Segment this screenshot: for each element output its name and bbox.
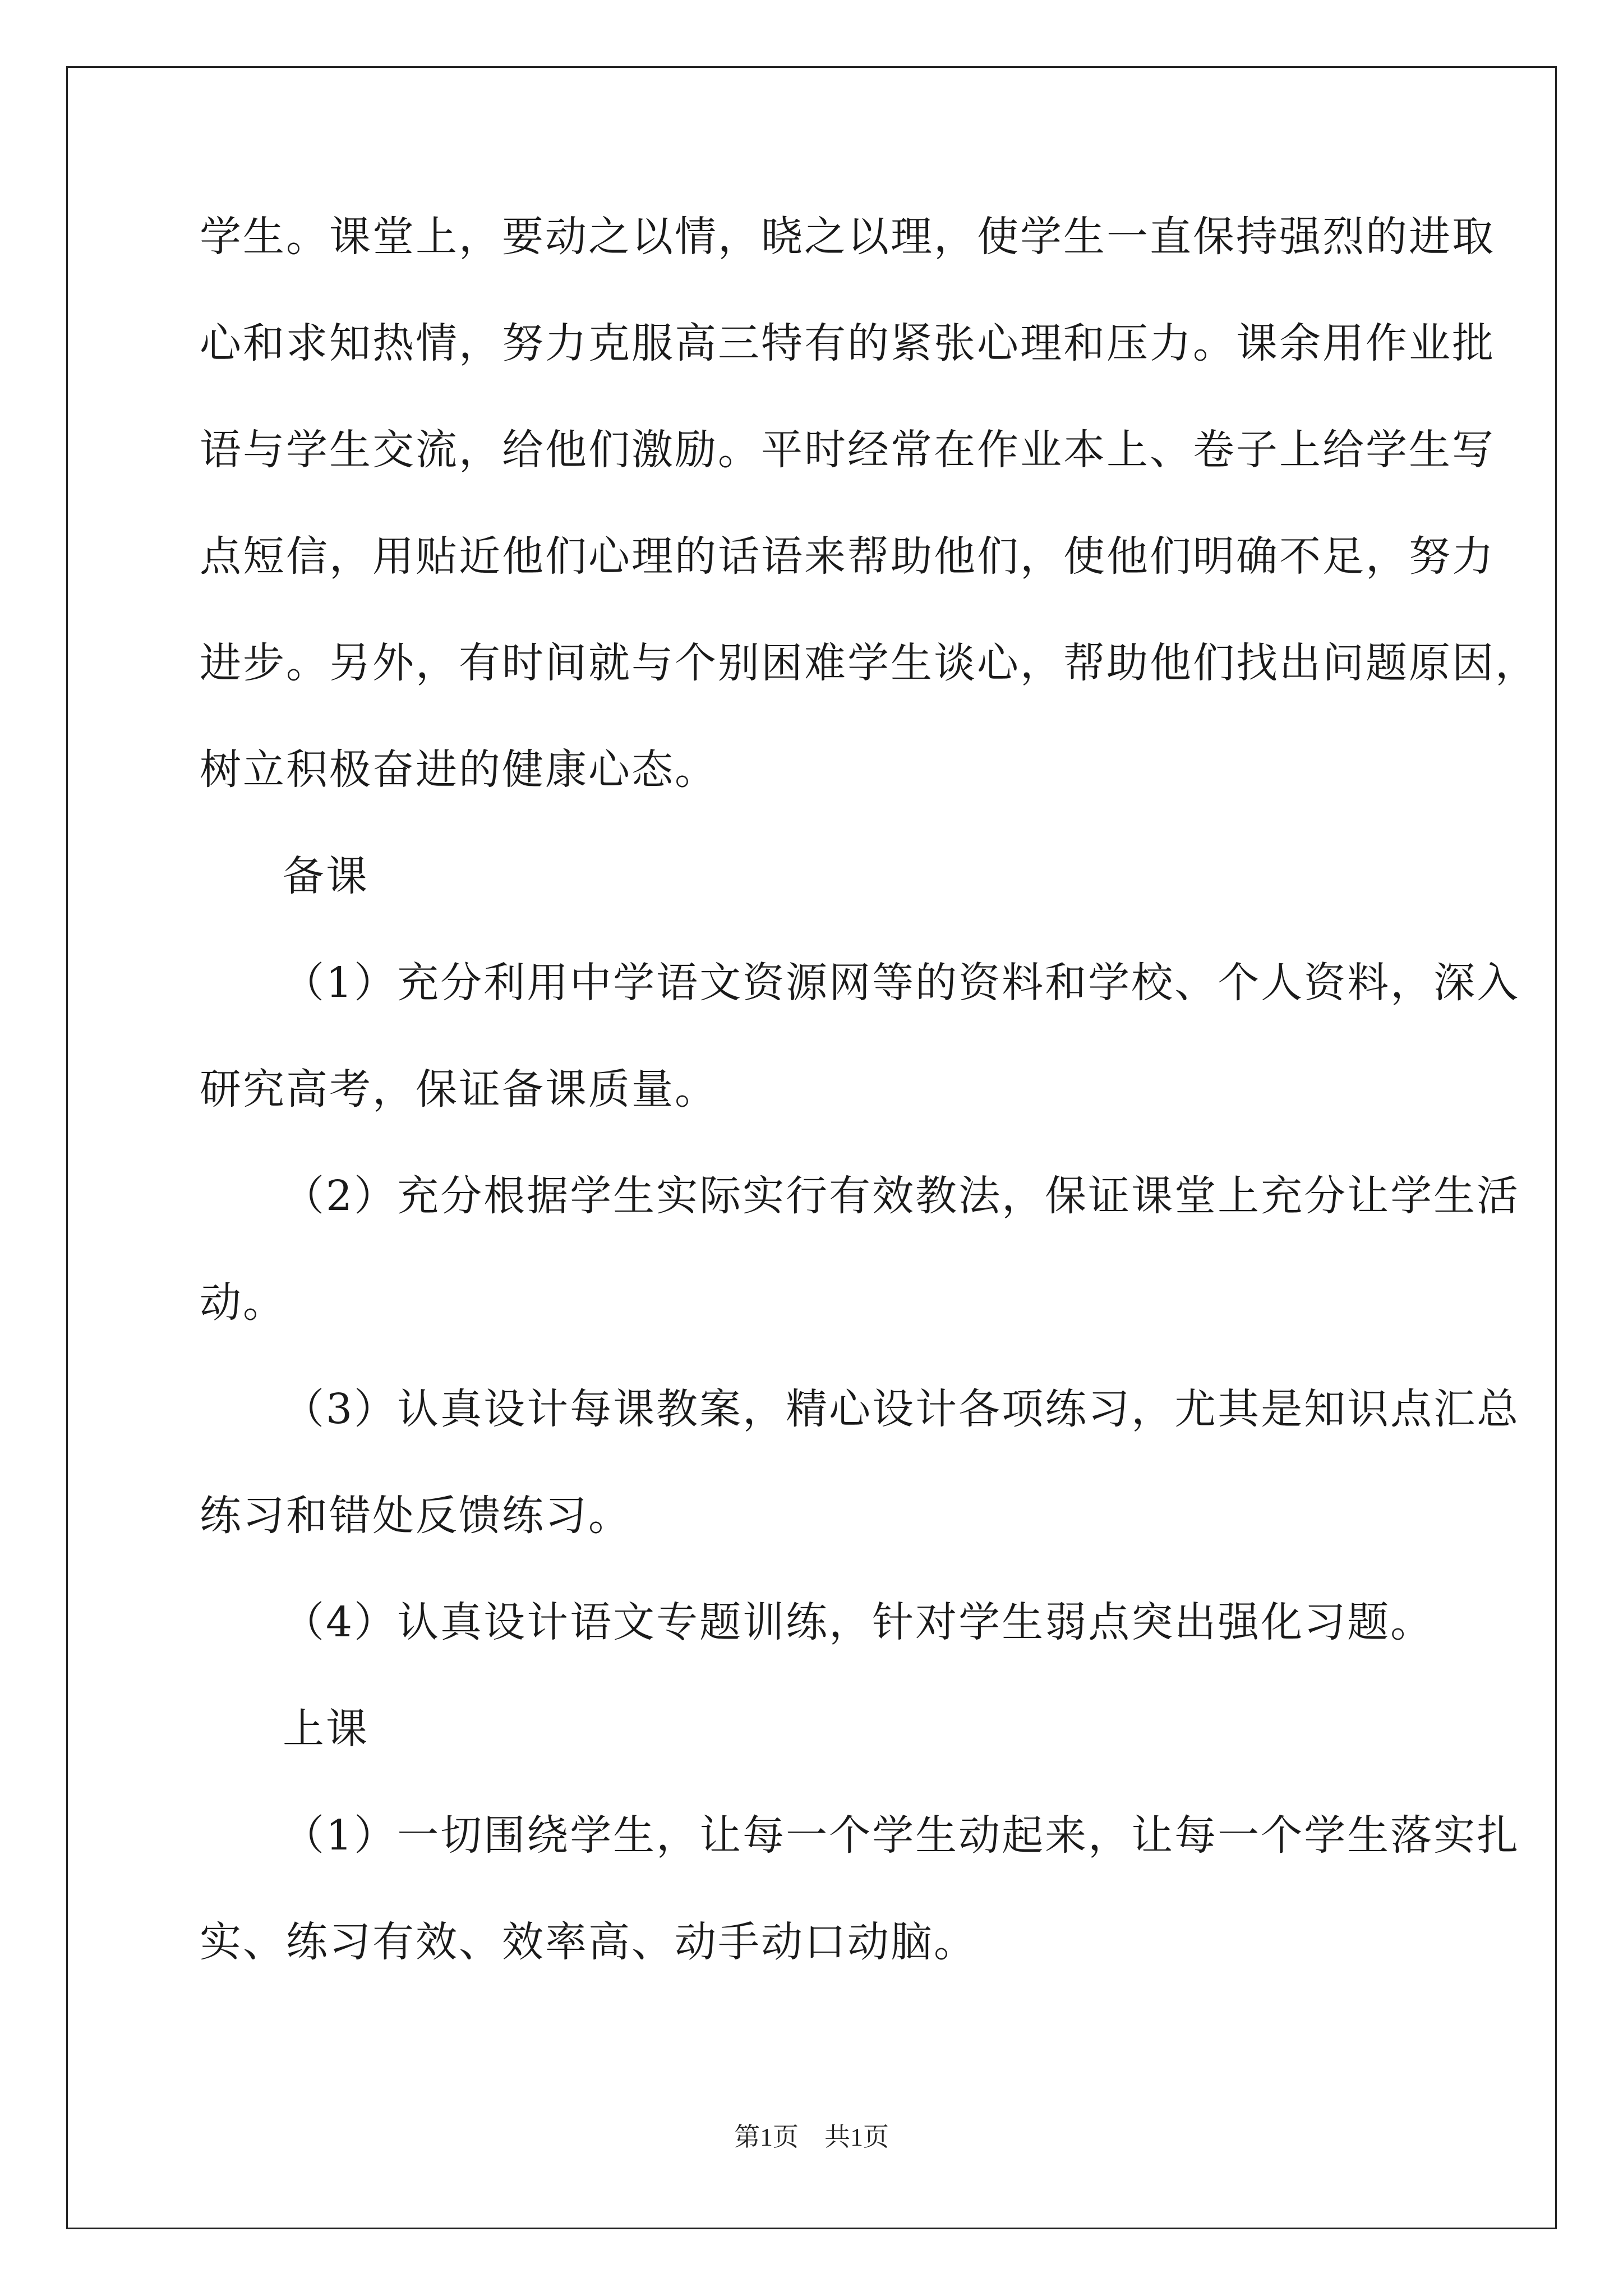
body-line: 语与学生交流，给他们激励。平时经常在作业本上、卷子上给学生写 bbox=[200, 426, 1495, 474]
body-line: 学生。课堂上，要动之以情，晓之以理，使学生一直保持强烈的进取 bbox=[200, 213, 1495, 261]
page-footer: 第1页 共1页 bbox=[734, 2123, 889, 2151]
body-line: 实、练习有效、效率高、动手动口动脑。 bbox=[200, 1918, 977, 1966]
section-heading-prepare: 备课 bbox=[283, 852, 369, 900]
body-line: 进步。另外，有时间就与个别困难学生谈心，帮助他们找出问题原因， bbox=[200, 639, 1538, 687]
list-item-line: （1）一切围绕学生，让每一个学生动起来，让每一个学生落实扎 bbox=[283, 1811, 1520, 1860]
list-item-line: （3）认真设计每课教案，精心设计各项练习，尤其是知识点汇总 bbox=[283, 1385, 1520, 1433]
section-heading-class: 上课 bbox=[283, 1705, 369, 1753]
body-line: 树立积极奋进的健康心态。 bbox=[200, 746, 718, 794]
body-line: 练习和错处反馈练习。 bbox=[200, 1492, 631, 1540]
list-item-line: （2）充分根据学生实际实行有效教法，保证课堂上充分让学生活 bbox=[283, 1172, 1520, 1220]
list-item-line: （4）认真设计语文专题训练，针对学生弱点突出强化习题。 bbox=[283, 1598, 1434, 1646]
page-border bbox=[66, 66, 1557, 2229]
list-item-line: （1）充分利用中学语文资源网等的资料和学校、个人资料，深入 bbox=[283, 959, 1520, 1007]
body-line: 研究高考，保证备课质量。 bbox=[200, 1065, 718, 1114]
body-line: 点短信，用贴近他们心理的话语来帮助他们，使他们明确不足，努力 bbox=[200, 532, 1495, 581]
body-line: 心和求知热情，努力克服高三特有的紧张心理和压力。课余用作业批 bbox=[200, 319, 1495, 367]
body-line: 动。 bbox=[200, 1278, 286, 1327]
